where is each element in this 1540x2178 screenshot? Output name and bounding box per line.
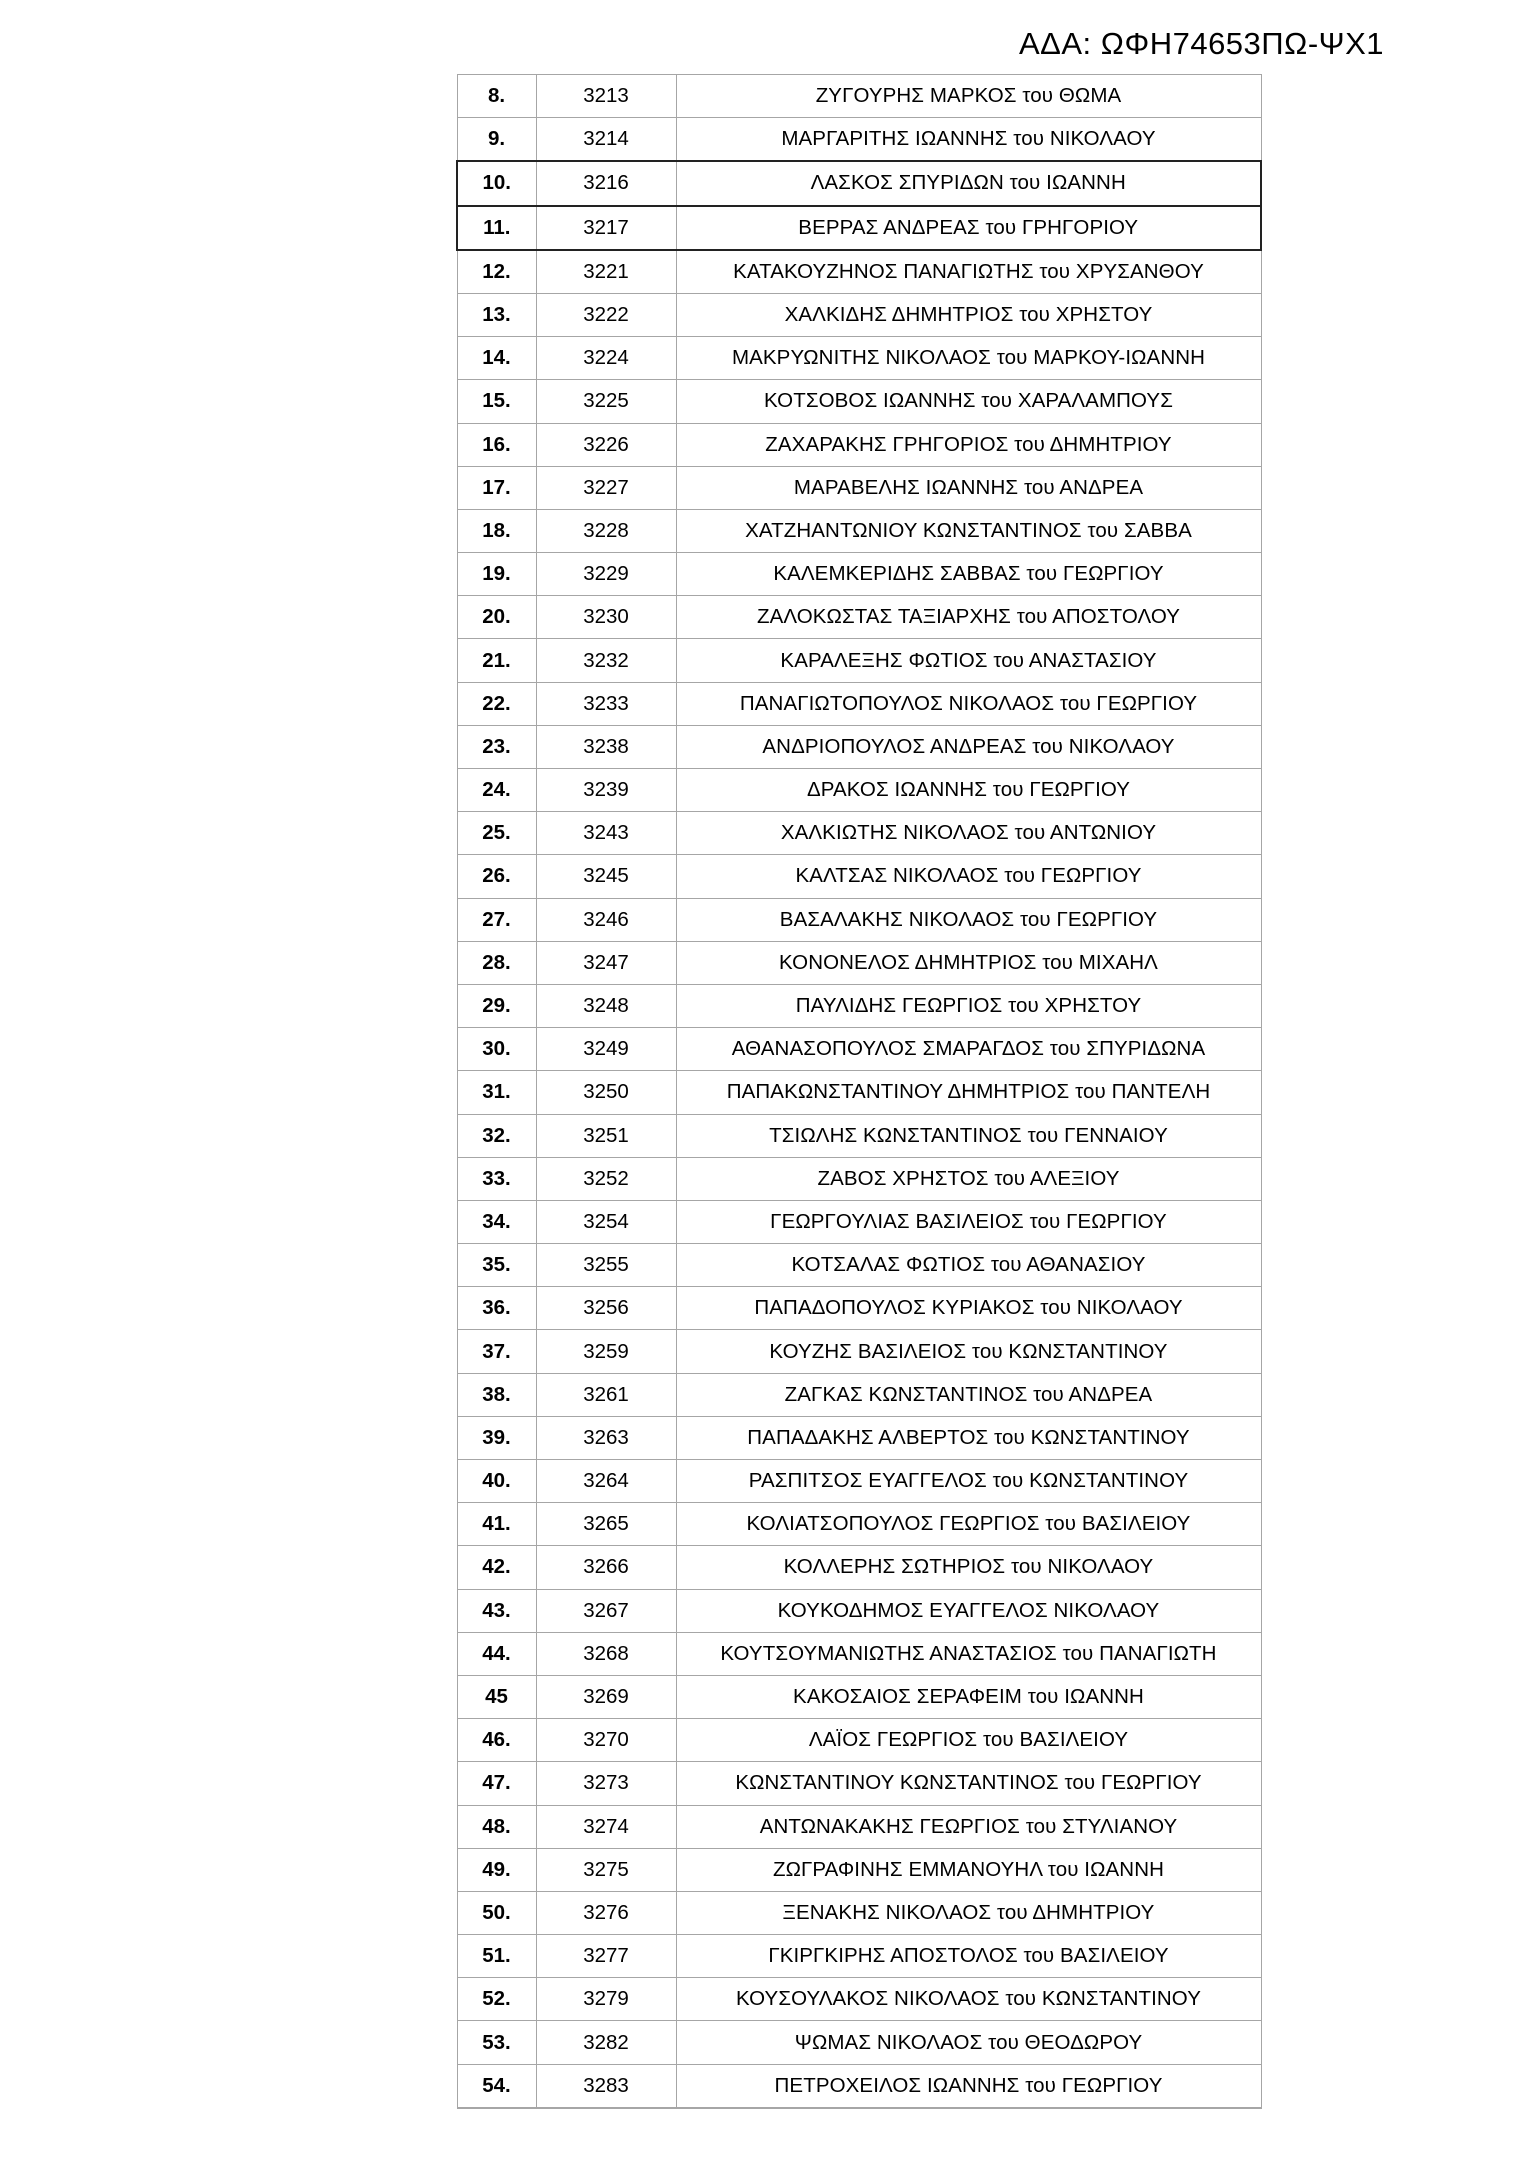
table-row xyxy=(457,1114,1261,1157)
row-number-cell: 28. xyxy=(457,941,536,984)
row-number-cell: 43. xyxy=(457,1589,536,1632)
registry-number-cell: 3249 xyxy=(536,1028,676,1071)
table-row xyxy=(457,1675,1261,1718)
registry-number-cell: 3263 xyxy=(536,1416,676,1459)
registry-number-cell: 3274 xyxy=(536,1805,676,1848)
registry-number-cell: 3239 xyxy=(536,769,676,812)
row-number-cell: 19. xyxy=(457,553,536,596)
table-row xyxy=(457,1071,1261,1114)
registry-number-cell: 3243 xyxy=(536,812,676,855)
table-row xyxy=(457,1330,1261,1373)
full-name-cell: ΛΑΪΟΣ ΓΕΩΡΓΙΟΣ του ΒΑΣΙΛΕΙΟΥ xyxy=(676,1719,1261,1762)
table-row xyxy=(457,1416,1261,1459)
table-row xyxy=(457,1460,1261,1503)
registry-number-cell: 3269 xyxy=(536,1675,676,1718)
table-row xyxy=(457,1244,1261,1287)
row-number-cell: 21. xyxy=(457,639,536,682)
registry-number-cell: 3228 xyxy=(536,509,676,552)
registry-number-cell: 3264 xyxy=(536,1460,676,1503)
registry-number-cell: 3245 xyxy=(536,855,676,898)
full-name-cell: ΧΑΛΚΙΔΗΣ ΔΗΜΗΤΡΙΟΣ του ΧΡΗΣΤΟΥ xyxy=(676,293,1261,336)
table-row xyxy=(457,466,1261,509)
full-name-cell: ΞΕΝΑΚΗΣ ΝΙΚΟΛΑΟΣ του ΔΗΜΗΤΡΙΟΥ xyxy=(676,1891,1261,1934)
row-number-cell: 39. xyxy=(457,1416,536,1459)
full-name-cell: ΚΑΡΑΛΕΞΗΣ ΦΩΤΙΟΣ του ΑΝΑΣΤΑΣΙΟΥ xyxy=(676,639,1261,682)
table-row xyxy=(457,2021,1261,2064)
full-name-cell: ΡΑΣΠΙΤΣΟΣ ΕΥΑΓΓΕΛΟΣ του ΚΩΝΣΤΑΝΤΙΝΟΥ xyxy=(676,1460,1261,1503)
registry-number-cell: 3213 xyxy=(536,75,676,118)
table-row xyxy=(457,118,1261,162)
row-number-cell: 47. xyxy=(457,1762,536,1805)
registry-number-cell: 3217 xyxy=(536,206,676,250)
registry-number-cell: 3273 xyxy=(536,1762,676,1805)
registry-number-cell: 3229 xyxy=(536,553,676,596)
table-row xyxy=(457,1287,1261,1330)
registry-number-cell: 3254 xyxy=(536,1200,676,1243)
registry-number-cell: 3226 xyxy=(536,423,676,466)
full-name-cell: ΚΟΤΣΑΛΑΣ ΦΩΤΙΟΣ του ΑΘΑΝΑΣΙΟΥ xyxy=(676,1244,1261,1287)
row-number-cell: 37. xyxy=(457,1330,536,1373)
row-number-cell: 18. xyxy=(457,509,536,552)
full-name-cell: ΤΣΙΩΛΗΣ ΚΩΝΣΤΑΝΤΙΝΟΣ του ΓΕΝΝΑΙΟΥ xyxy=(676,1114,1261,1157)
row-number-cell: 50. xyxy=(457,1891,536,1934)
row-number-cell: 42. xyxy=(457,1546,536,1589)
row-number-cell: 35. xyxy=(457,1244,536,1287)
full-name-cell: ΚΑΤΑΚΟΥΖΗΝΟΣ ΠΑΝΑΓΙΩΤΗΣ του ΧΡΥΣΑΝΘΟΥ xyxy=(676,250,1261,294)
registry-number-cell: 3227 xyxy=(536,466,676,509)
table-row xyxy=(457,725,1261,768)
full-name-cell: ΒΑΣΑΛΑΚΗΣ ΝΙΚΟΛΑΟΣ του ΓΕΩΡΓΙΟΥ xyxy=(676,898,1261,941)
registry-number-cell: 3275 xyxy=(536,1848,676,1891)
row-number-cell: 32. xyxy=(457,1114,536,1157)
full-name-cell: ΠΑΠΑΚΩΝΣΤΑΝΤΙΝΟΥ ΔΗΜΗΤΡΙΟΣ του ΠΑΝΤΕΛΗ xyxy=(676,1071,1261,1114)
table-row xyxy=(457,161,1261,205)
full-name-cell: ΧΑΛΚΙΩΤΗΣ ΝΙΚΟΛΑΟΣ του ΑΝΤΩΝΙΟΥ xyxy=(676,812,1261,855)
ada-code: ΑΔΑ: ΩΦΗ74653ΠΩ-ΨΧ1 xyxy=(1019,26,1384,61)
full-name-cell: ΚΟΥΤΣΟΥΜΑΝΙΩΤΗΣ ΑΝΑΣΤΑΣΙΟΣ του ΠΑΝΑΓΙΩΤΗ xyxy=(676,1632,1261,1675)
table-row xyxy=(457,812,1261,855)
registry-number-cell: 3238 xyxy=(536,725,676,768)
registry-number-cell: 3224 xyxy=(536,337,676,380)
registry-number-cell: 3279 xyxy=(536,1978,676,2021)
row-number-cell: 51. xyxy=(457,1935,536,1978)
full-name-cell: ΑΝΔΡΙΟΠΟΥΛΟΣ ΑΝΔΡΕΑΣ του ΝΙΚΟΛΑΟΥ xyxy=(676,725,1261,768)
registry-number-cell: 3214 xyxy=(536,118,676,162)
full-name-cell: ΚΟΥΖΗΣ ΒΑΣΙΛΕΙΟΣ του ΚΩΝΣΤΑΝΤΙΝΟΥ xyxy=(676,1330,1261,1373)
table-row xyxy=(457,1546,1261,1589)
table-row xyxy=(457,423,1261,466)
row-number-cell: 38. xyxy=(457,1373,536,1416)
full-name-cell: ΖΑΛΟΚΩΣΤΑΣ ΤΑΞΙΑΡΧΗΣ του ΑΠΟΣΤΟΛΟΥ xyxy=(676,596,1261,639)
full-name-cell: ΚΟΛΛΕΡΗΣ ΣΩΤΗΡΙΟΣ του ΝΙΚΟΛΑΟΥ xyxy=(676,1546,1261,1589)
row-number-cell: 16. xyxy=(457,423,536,466)
registry-number-cell: 3261 xyxy=(536,1373,676,1416)
row-number-cell: 13. xyxy=(457,293,536,336)
table-row xyxy=(457,1028,1261,1071)
table-row xyxy=(457,553,1261,596)
registry-number-cell: 3276 xyxy=(536,1891,676,1934)
registry-number-cell: 3222 xyxy=(536,293,676,336)
full-name-cell: ΑΘΑΝΑΣΟΠΟΥΛΟΣ ΣΜΑΡΑΓΔΟΣ του ΣΠΥΡΙΔΩΝΑ xyxy=(676,1028,1261,1071)
row-number-cell: 17. xyxy=(457,466,536,509)
row-number-cell: 53. xyxy=(457,2021,536,2064)
full-name-cell: ΖΩΓΡΑΦΙΝΗΣ ΕΜΜΑΝΟΥΗΛ του ΙΩΑΝΝΗ xyxy=(676,1848,1261,1891)
row-number-cell: 41. xyxy=(457,1503,536,1546)
table-row xyxy=(457,898,1261,941)
row-number-cell: 27. xyxy=(457,898,536,941)
table-row xyxy=(457,206,1261,250)
table-row xyxy=(457,250,1261,294)
row-number-cell: 44. xyxy=(457,1632,536,1675)
full-name-cell: ΠΑΝΑΓΙΩΤΟΠΟΥΛΟΣ ΝΙΚΟΛΑΟΣ του ΓΕΩΡΓΙΟΥ xyxy=(676,682,1261,725)
full-name-cell: ΚΑΛΤΣΑΣ ΝΙΚΟΛΑΟΣ του ΓΕΩΡΓΙΟΥ xyxy=(676,855,1261,898)
row-number-cell: 23. xyxy=(457,725,536,768)
registry-number-cell: 3233 xyxy=(536,682,676,725)
row-number-cell: 9. xyxy=(457,118,536,162)
row-number-cell: 46. xyxy=(457,1719,536,1762)
full-name-cell: ΠΑΥΛΙΔΗΣ ΓΕΩΡΓΙΟΣ του ΧΡΗΣΤΟΥ xyxy=(676,984,1261,1027)
table-row xyxy=(457,1762,1261,1805)
full-name-cell: ΜΑΡΑΒΕΛΗΣ ΙΩΑΝΝΗΣ του ΑΝΔΡΕΑ xyxy=(676,466,1261,509)
table-row xyxy=(457,682,1261,725)
table-row xyxy=(457,509,1261,552)
table-row xyxy=(457,75,1261,118)
full-name-cell: ΚΩΝΣΤΑΝΤΙΝΟΥ ΚΩΝΣΤΑΝΤΙΝΟΣ του ΓΕΩΡΓΙΟΥ xyxy=(676,1762,1261,1805)
table-row xyxy=(457,596,1261,639)
row-number-cell: 54. xyxy=(457,2064,536,2108)
full-name-cell: ΚΟΤΣΟΒΟΣ ΙΩΑΝΝΗΣ του ΧΑΡΑΛΑΜΠΟΥΣ xyxy=(676,380,1261,423)
registry-number-cell: 3250 xyxy=(536,1071,676,1114)
registry-number-cell: 3268 xyxy=(536,1632,676,1675)
full-name-cell: ΚΟΥΚΟΔΗΜΟΣ ΕΥΑΓΓΕΛΟΣ ΝΙΚΟΛΑΟΥ xyxy=(676,1589,1261,1632)
row-number-cell: 24. xyxy=(457,769,536,812)
table-row xyxy=(457,1978,1261,2021)
table-row xyxy=(457,855,1261,898)
table-row xyxy=(457,984,1261,1027)
registry-number-cell: 3265 xyxy=(536,1503,676,1546)
row-number-cell: 49. xyxy=(457,1848,536,1891)
table-row xyxy=(457,293,1261,336)
registry-number-cell: 3221 xyxy=(536,250,676,294)
registry-number-cell: 3256 xyxy=(536,1287,676,1330)
row-number-cell: 52. xyxy=(457,1978,536,2021)
row-number-cell: 22. xyxy=(457,682,536,725)
registry-number-cell: 3283 xyxy=(536,2064,676,2108)
full-name-cell: ΠΑΠΑΔΑΚΗΣ ΑΛΒΕΡΤΟΣ του ΚΩΝΣΤΑΝΤΙΝΟΥ xyxy=(676,1416,1261,1459)
table-row xyxy=(457,380,1261,423)
full-name-cell: ΜΑΡΓΑΡΙΤΗΣ ΙΩΑΝΝΗΣ του ΝΙΚΟΛΑΟΥ xyxy=(676,118,1261,162)
table-row xyxy=(457,1891,1261,1934)
full-name-cell: ΖΑΧΑΡΑΚΗΣ ΓΡΗΓΟΡΙΟΣ του ΔΗΜΗΤΡΙΟΥ xyxy=(676,423,1261,466)
row-number-cell: 45 xyxy=(457,1675,536,1718)
registry-number-cell: 3246 xyxy=(536,898,676,941)
full-name-cell: ΒΕΡΡΑΣ ΑΝΔΡΕΑΣ του ΓΡΗΓΟΡΙΟΥ xyxy=(676,206,1261,250)
table-row xyxy=(457,2064,1261,2108)
row-number-cell: 29. xyxy=(457,984,536,1027)
registry-number-cell: 3282 xyxy=(536,2021,676,2064)
table-row xyxy=(457,337,1261,380)
registry-number-cell: 3230 xyxy=(536,596,676,639)
table-row xyxy=(457,1157,1261,1200)
table-row xyxy=(457,1373,1261,1416)
full-name-cell: ΚΟΥΣΟΥΛΑΚΟΣ ΝΙΚΟΛΑΟΣ του ΚΩΝΣΤΑΝΤΙΝΟΥ xyxy=(676,1978,1261,2021)
full-name-cell: ΚΟΛΙΑΤΣΟΠΟΥΛΟΣ ΓΕΩΡΓΙΟΣ του ΒΑΣΙΛΕΙΟΥ xyxy=(676,1503,1261,1546)
registry-number-cell: 3259 xyxy=(536,1330,676,1373)
full-name-cell: ΠΑΠΑΔΟΠΟΥΛΟΣ ΚΥΡΙΑΚΟΣ του ΝΙΚΟΛΑΟΥ xyxy=(676,1287,1261,1330)
row-number-cell: 30. xyxy=(457,1028,536,1071)
registry-number-cell: 3251 xyxy=(536,1114,676,1157)
row-number-cell: 40. xyxy=(457,1460,536,1503)
registry-number-cell: 3277 xyxy=(536,1935,676,1978)
full-name-cell: ΠΕΤΡΟΧΕΙΛΟΣ ΙΩΑΝΝΗΣ του ΓΕΩΡΓΙΟΥ xyxy=(676,2064,1261,2108)
table-row xyxy=(457,1589,1261,1632)
row-number-cell: 48. xyxy=(457,1805,536,1848)
row-number-cell: 31. xyxy=(457,1071,536,1114)
row-number-cell: 25. xyxy=(457,812,536,855)
row-number-cell: 8. xyxy=(457,75,536,118)
table-row xyxy=(457,639,1261,682)
row-number-cell: 36. xyxy=(457,1287,536,1330)
table-row xyxy=(457,1632,1261,1675)
full-name-cell: ΔΡΑΚΟΣ ΙΩΑΝΝΗΣ του ΓΕΩΡΓΙΟΥ xyxy=(676,769,1261,812)
roster-table xyxy=(456,74,1262,2109)
full-name-cell: ΨΩΜΑΣ ΝΙΚΟΛΑΟΣ του ΘΕΟΔΩΡΟΥ xyxy=(676,2021,1261,2064)
table-row xyxy=(457,1200,1261,1243)
row-number-cell: 14. xyxy=(457,337,536,380)
full-name-cell: ΓΚΙΡΓΚΙΡΗΣ ΑΠΟΣΤΟΛΟΣ του ΒΑΣΙΛΕΙΟΥ xyxy=(676,1935,1261,1978)
row-number-cell: 34. xyxy=(457,1200,536,1243)
registry-number-cell: 3232 xyxy=(536,639,676,682)
roster-body xyxy=(457,75,1261,2108)
full-name-cell: ΓΕΩΡΓΟΥΛΙΑΣ ΒΑΣΙΛΕΙΟΣ του ΓΕΩΡΓΙΟΥ xyxy=(676,1200,1261,1243)
registry-number-cell: 3247 xyxy=(536,941,676,984)
table-row xyxy=(457,941,1261,984)
registry-number-cell: 3225 xyxy=(536,380,676,423)
full-name-cell: ΚΟΝΟΝΕΛΟΣ ΔΗΜΗΤΡΙΟΣ του ΜΙΧΑΗΛ xyxy=(676,941,1261,984)
table-row xyxy=(457,1503,1261,1546)
full-name-cell: ΛΑΣΚΟΣ ΣΠΥΡΙΔΩΝ του ΙΩΑΝΝΗ xyxy=(676,161,1261,205)
full-name-cell: ΧΑΤΖΗΑΝΤΩΝΙΟΥ ΚΩΝΣΤΑΝΤΙΝΟΣ του ΣΑΒΒΑ xyxy=(676,509,1261,552)
row-number-cell: 15. xyxy=(457,380,536,423)
row-number-cell: 12. xyxy=(457,250,536,294)
row-number-cell: 20. xyxy=(457,596,536,639)
table-row xyxy=(457,1935,1261,1978)
row-number-cell: 10. xyxy=(457,161,536,205)
full-name-cell: ΖΥΓΟΥΡΗΣ ΜΑΡΚΟΣ του ΘΩΜΑ xyxy=(676,75,1261,118)
full-name-cell: ΖΑΓΚΑΣ ΚΩΝΣΤΑΝΤΙΝΟΣ του ΑΝΔΡΕΑ xyxy=(676,1373,1261,1416)
table-row xyxy=(457,1805,1261,1848)
registry-number-cell: 3216 xyxy=(536,161,676,205)
registry-number-cell: 3266 xyxy=(536,1546,676,1589)
full-name-cell: ΑΝΤΩΝΑΚΑΚΗΣ ΓΕΩΡΓΙΟΣ του ΣΤΥΛΙΑΝΟΥ xyxy=(676,1805,1261,1848)
registry-number-cell: 3267 xyxy=(536,1589,676,1632)
full-name-cell: ΚΑΛΕΜΚΕΡΙΔΗΣ ΣΑΒΒΑΣ του ΓΕΩΡΓΙΟΥ xyxy=(676,553,1261,596)
full-name-cell: ΖΑΒΟΣ ΧΡΗΣΤΟΣ του ΑΛΕΞΙΟΥ xyxy=(676,1157,1261,1200)
registry-number-cell: 3270 xyxy=(536,1719,676,1762)
full-name-cell: ΜΑΚΡΥΩΝΙΤΗΣ ΝΙΚΟΛΑΟΣ του ΜΑΡΚΟΥ-ΙΩΑΝΝΗ xyxy=(676,337,1261,380)
registry-number-cell: 3248 xyxy=(536,984,676,1027)
row-number-cell: 33. xyxy=(457,1157,536,1200)
full-name-cell: ΚΑΚΟΣΑΙΟΣ ΣΕΡΑΦΕΙΜ του ΙΩΑΝΝΗ xyxy=(676,1675,1261,1718)
registry-number-cell: 3252 xyxy=(536,1157,676,1200)
table-row xyxy=(457,769,1261,812)
registry-number-cell: 3255 xyxy=(536,1244,676,1287)
row-number-cell: 11. xyxy=(457,206,536,250)
row-number-cell: 26. xyxy=(457,855,536,898)
table-row xyxy=(457,1848,1261,1891)
table-row xyxy=(457,1719,1261,1762)
